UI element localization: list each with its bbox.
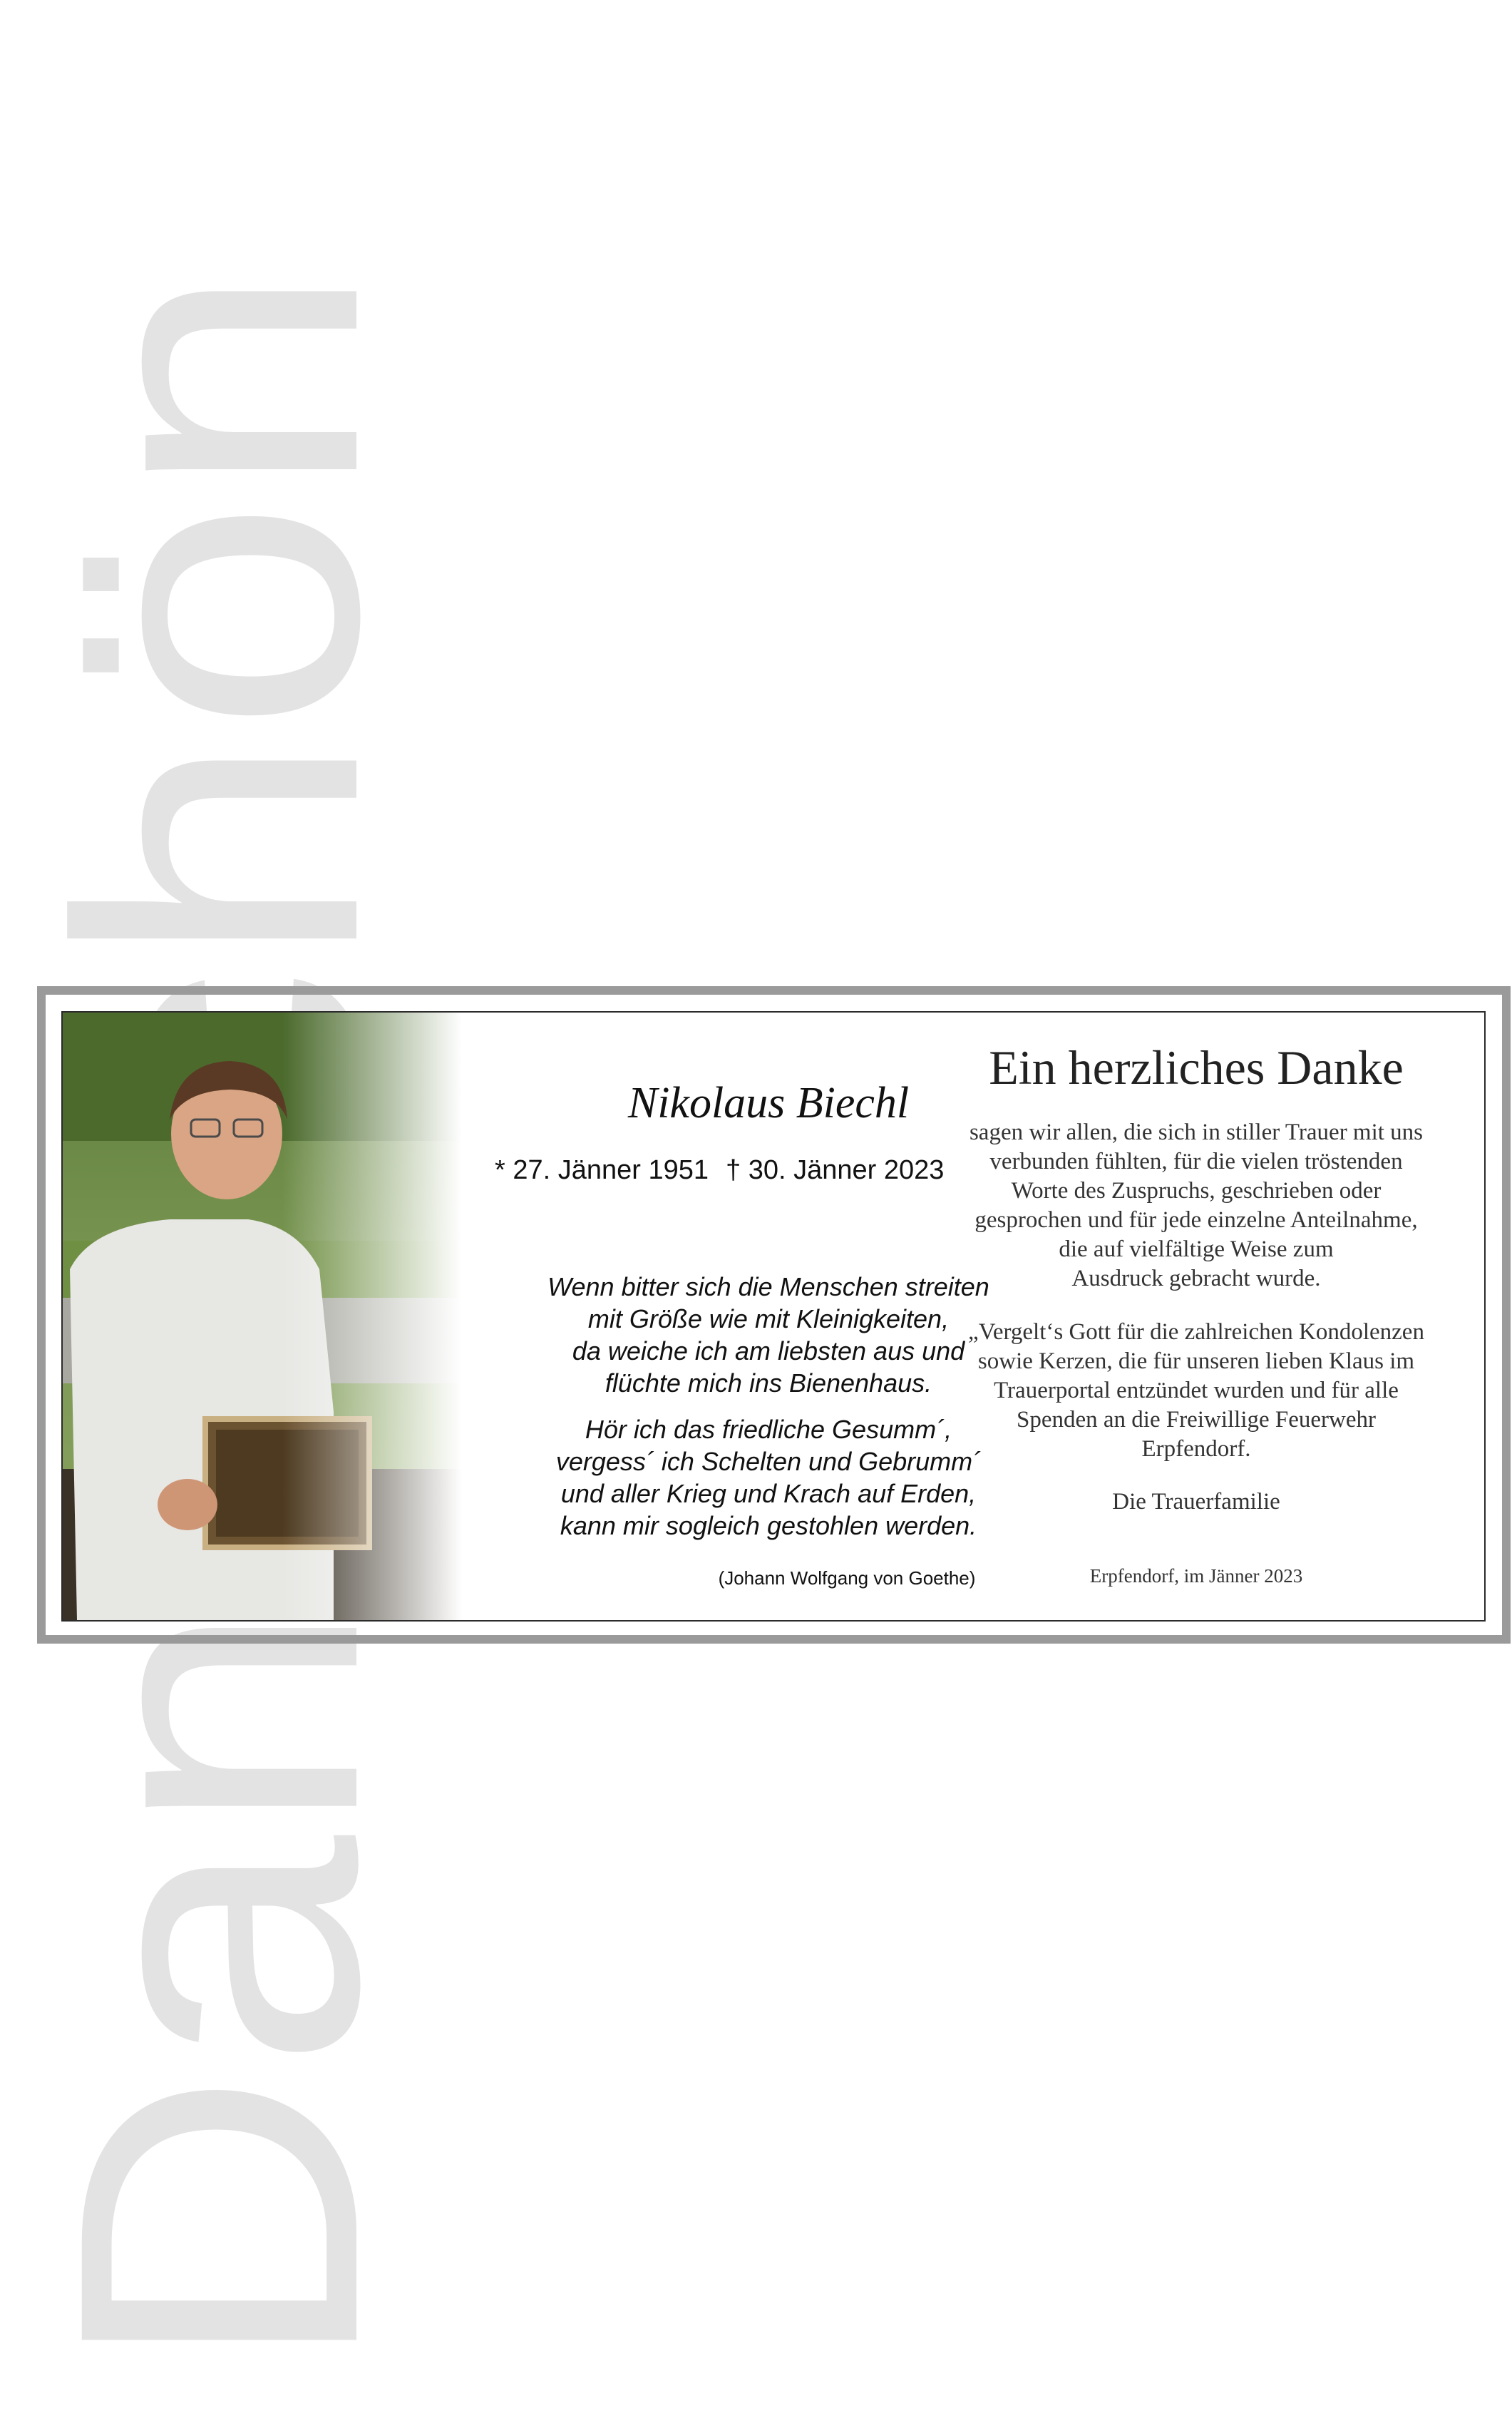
text-line: Worte des Zuspruchs, geschrieben oder [1011,1178,1382,1204]
portrait-photo [63,1013,462,1620]
text-line: sagen wir allen, die sich in stiller Trauer mit uns [969,1120,1424,1145]
poem-attribution: (Johann Wolfgang von Goethe) [718,1567,976,1589]
death-date: † 30. Jänner 2023 [726,1155,945,1185]
text-line: gesprochen und für jede einzelne Anteilnahme, [974,1207,1418,1233]
poem-line: mit Größe wie mit Kleinigkeiten, [587,1304,950,1333]
text-line: Spenden an die Freiwillige Feuerwehr [1016,1407,1377,1433]
poem-line: Hör ich das friedliche Gesumm´, [585,1415,952,1444]
text-line: Trauerportal entzündet wurden und für alle [994,1378,1399,1403]
obituary-card [61,1011,1486,1622]
poem-line: kann mir sogleich gestohlen werden. [560,1511,977,1540]
poem-line: und aller Krieg und Krach auf Erden, [560,1479,977,1508]
poem-line: da weiche ich am liebsten aus und [572,1336,965,1366]
poem-line: Wenn bitter sich die Menschen streiten [547,1272,989,1301]
deceased-name: Nikolaus Biechl [627,1079,910,1127]
text-line: Erpfendorf. [1141,1436,1251,1462]
thanks-heading: Ein herzliches Danke [989,1040,1404,1095]
thanks-paragraph-2 [932,1318,1460,1464]
text-line: sowie Kerzen, die für unseren lieben Klaus im [977,1348,1415,1374]
place-date: Erpfendorf, im Jänner 2023 [1089,1565,1303,1587]
text-line: Ausdruck gebracht wurde. [1071,1266,1321,1291]
text-line: die auf vielfältige Weise zum [1059,1236,1334,1262]
birth-date: * 27. Jänner 1951 [495,1155,709,1185]
poem-line: flüchte mich ins Bienenhaus. [605,1368,932,1398]
signature: Die Trauerfamilie [1112,1489,1280,1515]
poem-line: vergess´ ich Schelten und Gebrumm´ [555,1447,982,1476]
text-line: „Vergelt‘s Gott für die zahlreichen Kondolenzen [968,1319,1424,1345]
text-line: verbunden fühlten, für die vielen tröstenden [989,1149,1403,1174]
thanks-paragraph-1 [932,1118,1460,1294]
